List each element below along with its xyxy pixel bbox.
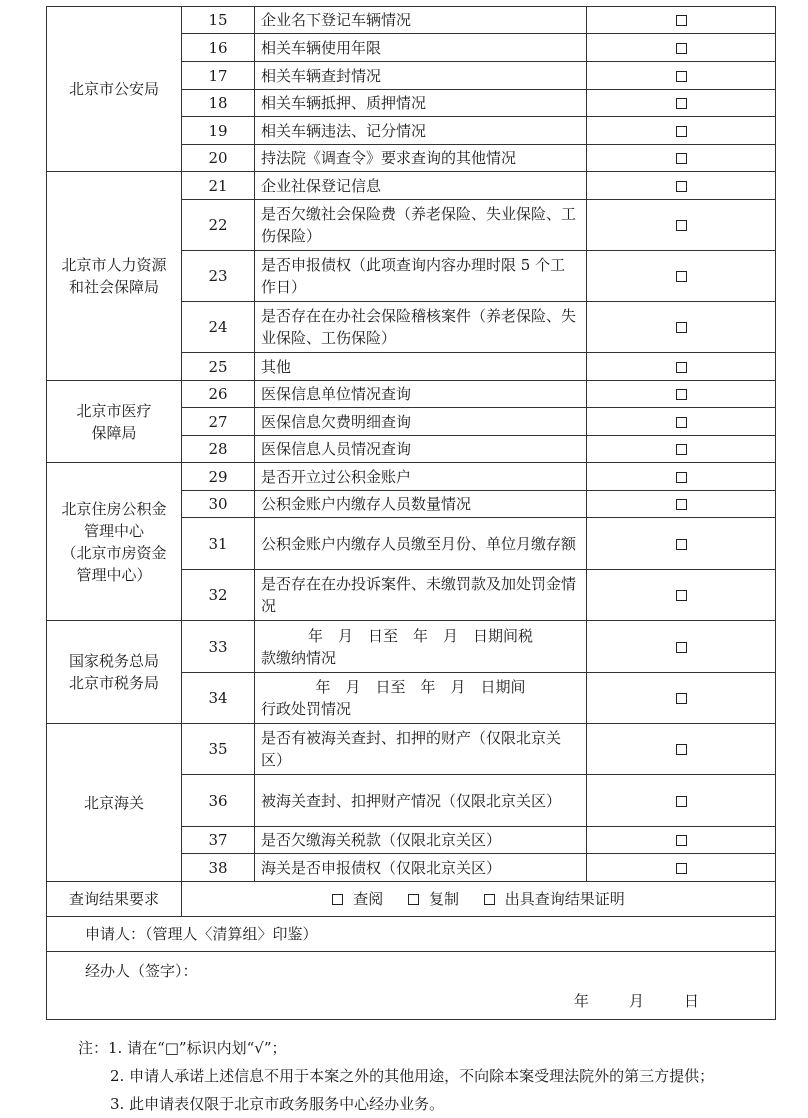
row-item: 相关车辆抵押、质押情况 — [255, 90, 587, 117]
inquiry-form-table — [46, 6, 776, 1020]
row-number: 19 — [182, 117, 255, 145]
row-item: 公积金账户内缴存人员缴至月份、单位月缴存额 — [255, 518, 587, 570]
row-item: 持法院《调查令》要求查询的其他情况 — [255, 145, 587, 172]
result-label: 查询结果要求 — [47, 882, 182, 917]
checkbox[interactable] — [676, 744, 687, 755]
note-2: 2. 申请人承诺上述信息不用于本案之外的其他用途，不向除本案受理法院外的第三方提供； — [110, 1067, 715, 1085]
row-number: 38 — [182, 854, 255, 882]
checkbox[interactable] — [676, 43, 687, 54]
row-item: 企业社保登记信息 — [255, 172, 587, 200]
table-row — [47, 621, 776, 673]
row-number: 23 — [182, 251, 255, 302]
department-cell: 北京市公安局 — [47, 7, 182, 172]
row-number: 15 — [182, 7, 255, 34]
checkbox[interactable] — [676, 693, 687, 704]
checkbox[interactable] — [676, 98, 687, 109]
date-field: 年 月 日 — [573, 991, 699, 1010]
notes — [78, 1034, 798, 1118]
row-item: 是否存在在办投诉案件、未缴罚款及加处罚金情况 — [255, 570, 587, 621]
checkbox[interactable] — [676, 362, 687, 373]
row-number: 33 — [182, 621, 255, 673]
row-number: 31 — [182, 518, 255, 570]
checkbox[interactable] — [676, 444, 687, 455]
checkbox[interactable] — [676, 590, 687, 601]
checkbox[interactable] — [676, 126, 687, 137]
checkbox[interactable] — [676, 796, 687, 807]
row-item: 被海关查封、扣押财产情况（仅限北京关区） — [255, 775, 587, 827]
row-item: 是否申报债权（此项查询内容办理时限 5 个工作日） — [255, 251, 587, 302]
checkbox[interactable] — [484, 894, 495, 905]
row-number: 36 — [182, 775, 255, 827]
row-item: 医保信息人员情况查询 — [255, 436, 587, 463]
table-row — [47, 463, 776, 491]
checkbox[interactable] — [676, 220, 687, 231]
row-number: 18 — [182, 90, 255, 117]
department-cell: 国家税务总局 北京市税务局 — [47, 621, 182, 724]
checkbox[interactable] — [676, 642, 687, 653]
checkbox[interactable] — [676, 835, 687, 846]
table-row — [47, 7, 776, 34]
checkbox[interactable] — [408, 894, 419, 905]
row-item: 相关车辆查封情况 — [255, 62, 587, 90]
row-number: 30 — [182, 491, 255, 518]
row-number: 35 — [182, 724, 255, 775]
option-certificate[interactable]: 出具查询结果证明 — [484, 890, 625, 908]
row-item: 是否有被海关查封、扣押的财产（仅限北京关区） — [255, 724, 587, 775]
row-number: 24 — [182, 302, 255, 353]
checkbox[interactable] — [676, 389, 687, 400]
row-number: 37 — [182, 827, 255, 854]
row-number: 20 — [182, 145, 255, 172]
department-cell: 北京海关 — [47, 724, 182, 882]
row-item: 海关是否申报债权（仅限北京关区） — [255, 854, 587, 882]
checkbox[interactable] — [676, 539, 687, 550]
row-number: 17 — [182, 62, 255, 90]
row-item: 医保信息单位情况查询 — [255, 381, 587, 408]
row-item: 是否存在在办社会保险稽核案件（养老保险、失业保险、工伤保险） — [255, 302, 587, 353]
checkbox[interactable] — [676, 153, 687, 164]
row-number: 26 — [182, 381, 255, 408]
row-item: 企业名下登记车辆情况 — [255, 7, 587, 34]
row-item: 年 月 日至 年 月 日期间税 款缴纳情况 — [255, 621, 587, 673]
row-number: 25 — [182, 353, 255, 381]
checkbox[interactable] — [676, 271, 687, 282]
table-row — [47, 724, 776, 775]
row-item: 是否欠缴社会保险费（养老保险、失业保险、工伤保险） — [255, 200, 587, 251]
row-item: 是否开立过公积金账户 — [255, 463, 587, 491]
checkbox[interactable] — [676, 181, 687, 192]
department-cell: 北京市医疗 保障局 — [47, 381, 182, 463]
applicant-field: 申请人：（管理人〈清算组〉印鉴） — [47, 917, 776, 952]
row-item: 其他 — [255, 353, 587, 381]
handler-row — [47, 952, 776, 1020]
row-number: 34 — [182, 673, 255, 724]
row-number: 29 — [182, 463, 255, 491]
table-row — [47, 381, 776, 408]
row-number: 21 — [182, 172, 255, 200]
table-row — [47, 172, 776, 200]
checkbox[interactable] — [676, 472, 687, 483]
checkbox[interactable] — [676, 71, 687, 82]
checkbox[interactable] — [676, 322, 687, 333]
row-number: 28 — [182, 436, 255, 463]
row-number: 32 — [182, 570, 255, 621]
note-3: 3. 此申请表仅限于北京市政务服务中心经办业务。 — [110, 1095, 445, 1113]
row-item: 相关车辆使用年限 — [255, 34, 587, 62]
handler-field: 经办人（签字）： 年 月 日 — [47, 952, 776, 1020]
checkbox[interactable] — [676, 863, 687, 874]
result-options — [182, 882, 776, 917]
checkbox[interactable] — [676, 15, 687, 26]
note-1: 注：1. 请在“□”标识内划“√”； — [78, 1039, 287, 1057]
option-view[interactable]: 查阅 — [332, 890, 383, 908]
row-item: 是否欠缴海关税款（仅限北京关区） — [255, 827, 587, 854]
checkbox[interactable] — [332, 894, 343, 905]
row-item: 相关车辆违法、记分情况 — [255, 117, 587, 145]
row-number: 22 — [182, 200, 255, 251]
result-row — [47, 882, 776, 917]
row-item: 医保信息欠费明细查询 — [255, 408, 587, 436]
applicant-row — [47, 917, 776, 952]
department-cell: 北京住房公积金 管理中心 （北京市房资金 管理中心） — [47, 463, 182, 621]
checkbox[interactable] — [676, 499, 687, 510]
checkbox[interactable] — [676, 417, 687, 428]
department-cell: 北京市人力资源 和社会保障局 — [47, 172, 182, 381]
row-item: 年 月 日至 年 月 日期间 行政处罚情况 — [255, 673, 587, 724]
row-number: 16 — [182, 34, 255, 62]
row-number: 27 — [182, 408, 255, 436]
option-copy[interactable]: 复制 — [408, 890, 459, 908]
row-item: 公积金账户内缴存人员数量情况 — [255, 491, 587, 518]
